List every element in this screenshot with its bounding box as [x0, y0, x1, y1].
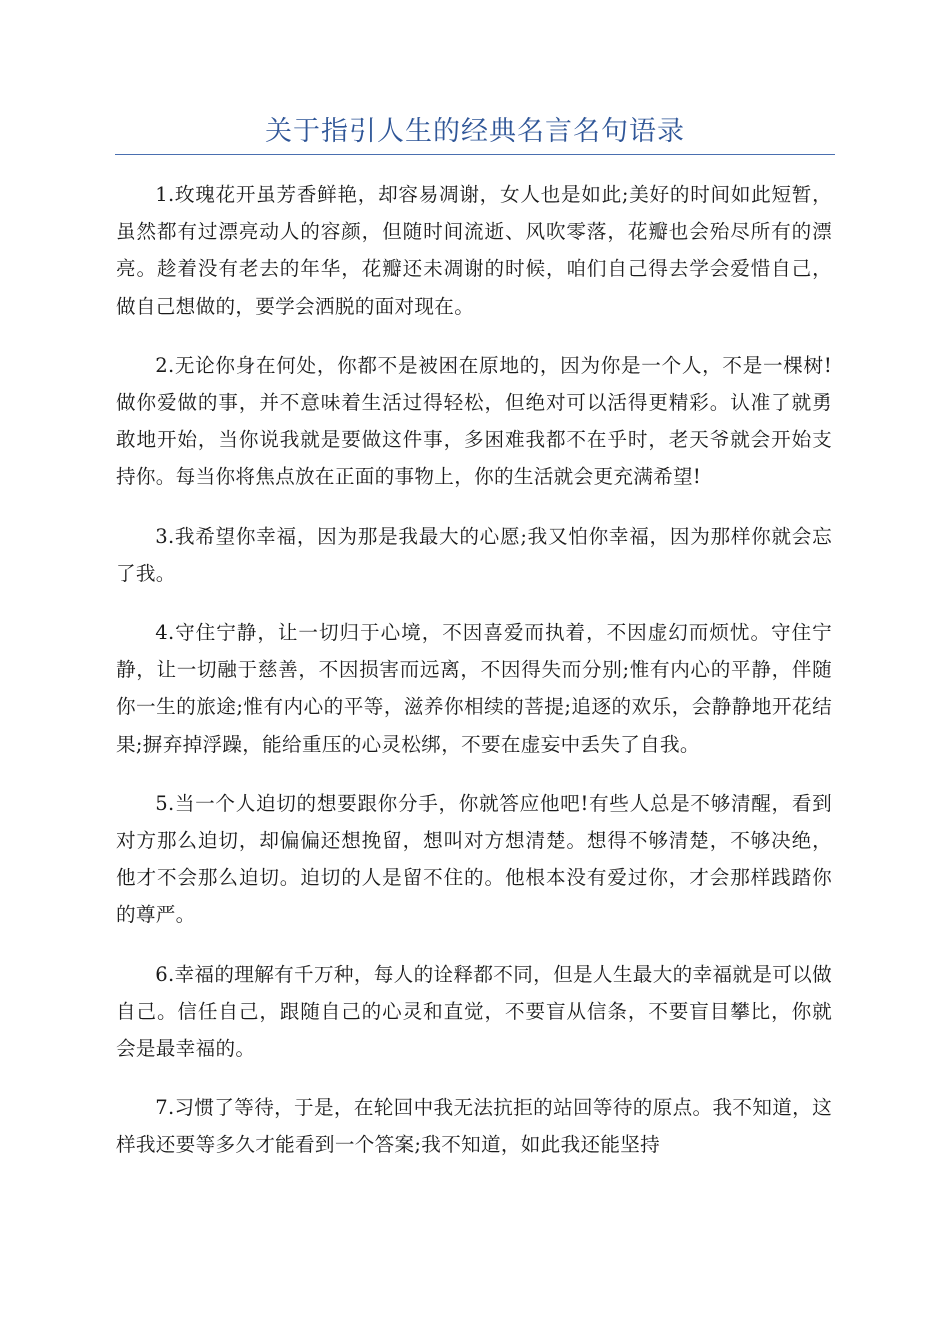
quote-paragraph-1: 1.玫瑰花开虽芳香鲜艳，却容易凋谢，女人也是如此;美好的时间如此短暂，虽然都有过漂亮动人的容颜，但随时间流逝、风吹零落，花瓣也会殆尽所有的漂亮。趁着没有老去的年华，花瓣还未凋谢的时候，咱们自己得去学会爱惜自己，做自己想做的，要学会洒脱的面对现在。 [116, 183, 832, 318]
quote-paragraph-3: 3.我希望你幸福，因为那是我最大的心愿;我又怕你幸福，因为那样你就会忘了我。 [116, 524, 832, 585]
quote-paragraph-2: 2.无论你身在何处，你都不是被困在原地的，因为你是一个人，不是一棵树!做你爱做的事，并不意味着生活过得轻松，但绝对可以活得更精彩。认准了就勇敢地开始，当你说我就是要做这件事，多困难我都不在乎时，老天爷就会开始支持你。每当你将焦点放在正面的事物上，你的生活就会更充满希望! [116, 353, 832, 489]
quote-paragraph-6: 6.幸福的理解有千万种，每人的诠释都不同，但是人生最大的幸福就是可以做自己。信任自己，跟随自己的心灵和直觉，不要盲从信条，不要盲目攀比，你就会是最幸福的。 [116, 962, 832, 1061]
quote-paragraph-4: 4.守住宁静，让一切归于心境，不因喜爱而执着，不因虚幻而烦忧。守住宁静，让一切融于慈善，不因损害而远离，不因得失而分别;惟有内心的平静，伴随你一生的旅途;惟有内心的平等，滋养你相续的菩提;追逐的欢乐，会静静地开花结果;摒弃掉浮躁，能给重压的心灵松绑，不要在虚妄中丢失了自我。 [116, 621, 832, 756]
title-underline [115, 154, 835, 155]
document-body [116, 176, 832, 1186]
document-title: 关于指引人生的经典名言名句语录 [265, 116, 685, 147]
quote-paragraph-5: 5.当一个人迫切的想要跟你分手，你就答应他吧!有些人总是不够清醒，看到对方那么迫切，却偏偏还想挽留，想叫对方想清楚。想得不够清楚，不够决绝，他才不会那么迫切。迫切的人是留不住的。他根本没有爱过你，才会那样践踏你的尊严。 [116, 791, 832, 927]
quote-paragraph-7: 7.习惯了等待，于是，在轮回中我无法抗拒的站回等待的原点。我不知道，这样我还要等多久才能看到一个答案;我不知道，如此我还能坚持 [116, 1096, 832, 1157]
